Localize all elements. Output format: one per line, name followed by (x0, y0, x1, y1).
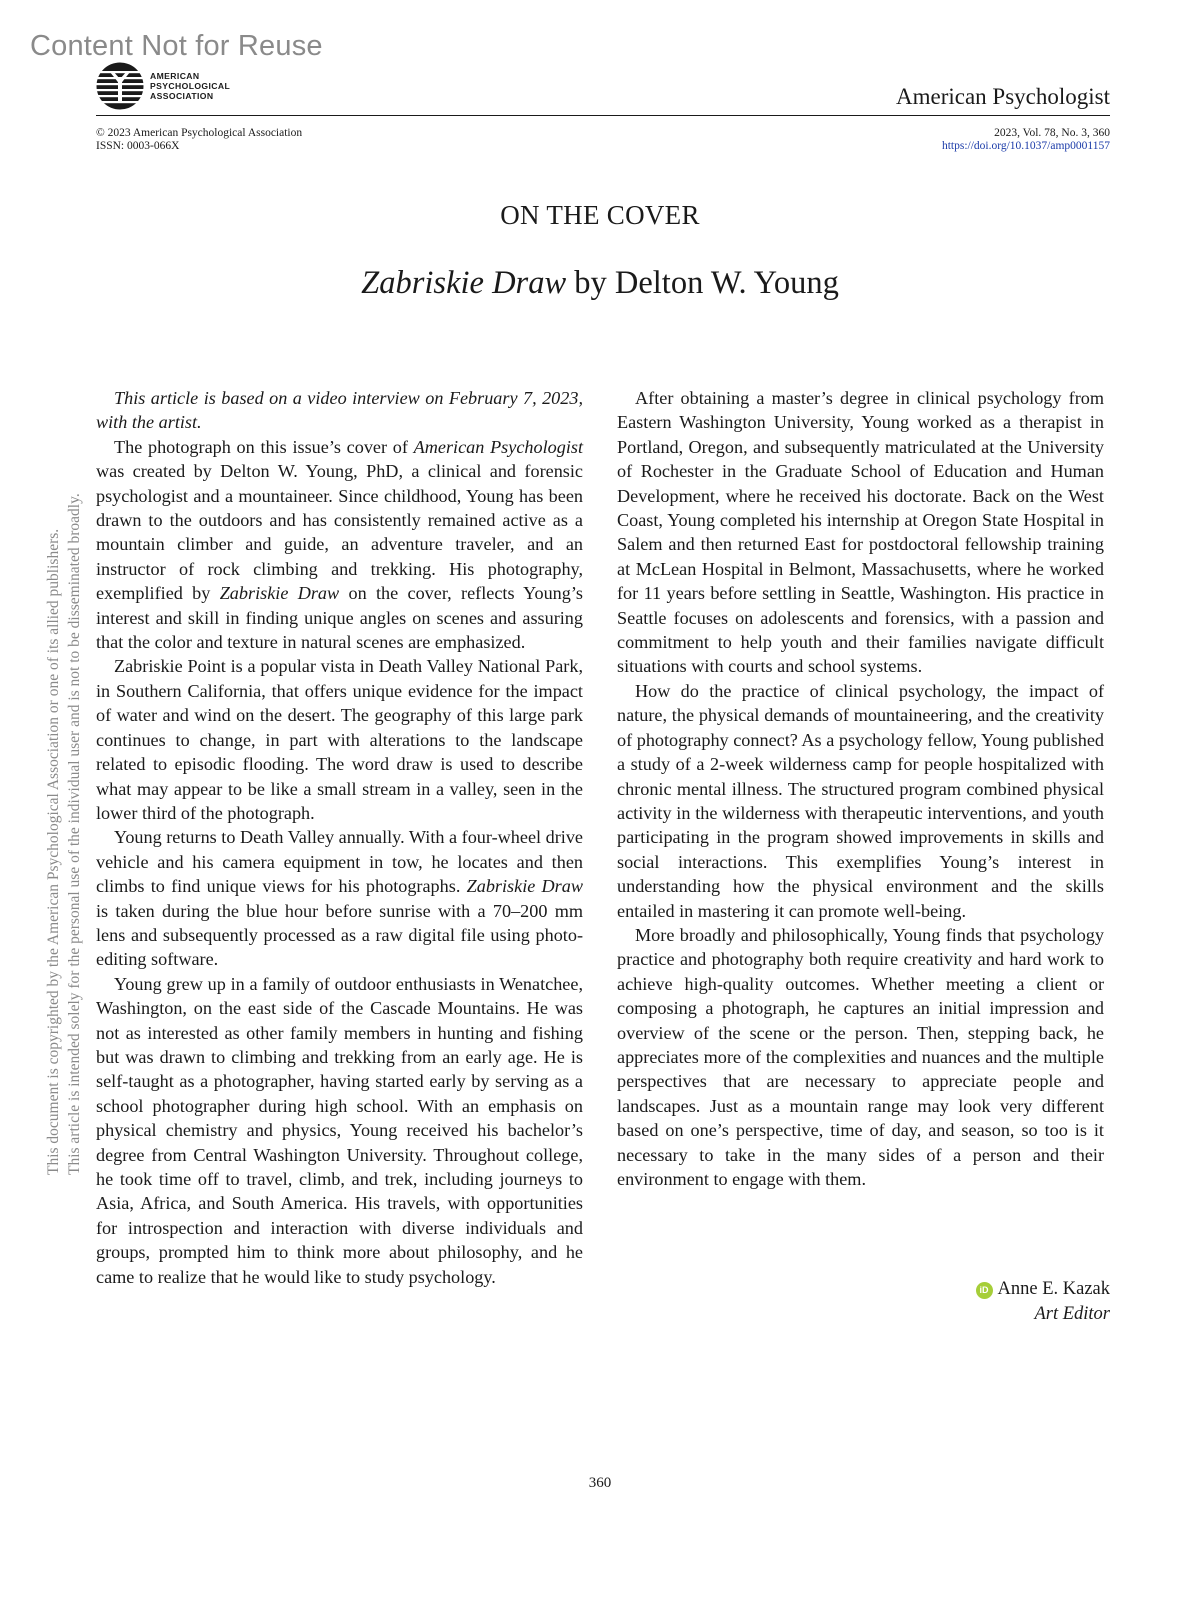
apa-logo-text (150, 71, 230, 101)
signature (976, 1277, 1111, 1326)
paragraph: After obtaining a master’s degree in clinical psychology from Eastern Washington University, Young worked as a therapist in Portland, Oregon, and subsequently matriculated at the University of Rochester in the Graduate School of Education and Human Development, where he received his doctorate. Back on the West Coast, Young completed his internship at Oregon State Hospital in Salem and then returned East for postdoctoral fellowship training at McLean Hospital in Belmont, Massachusetts, where he worked for 11 years before settling in Seattle, Washington. His practice in Seattle focuses on adolescents and forensics, with a passion and commitment to help youth and their families navigate difficult situations with courts and school systems. (617, 388, 1104, 677)
paragraph: More broadly and philosophically, Young finds that psychology practice and photography both require creativity and hard work to achieve high-quality outcomes. Whether meeting a client or composing a photograph, he captures an initial impression and overview of the scene or the person. Then, stepping back, he appreciates more of the complexities and nuances and the multiple perspectives that are necessary to appreciate people and landscapes. Just as a mountain range may look very different based on one’s perspective, time of day, and season, so too is it necessary to take in the many sides of a person and their environment to engage with them. (617, 924, 1104, 1189)
watermark: Content Not for Reuse (30, 30, 323, 62)
interview-note: This article is based on a video interview on February 7, 2023, with the artist. (96, 388, 583, 433)
artist-byline: by Delton W. Young (566, 265, 839, 301)
copyright-info (96, 127, 302, 153)
journal-name: American Psychologist (896, 84, 1110, 109)
citation-line: 2023, Vol. 78, No. 3, 360 (994, 127, 1110, 139)
paragraph: How do the practice of clinical psychology, the impact of nature, the physical demands of mountaineering, and the creativity of photography connect? As a psychology fellow, Young published a study of a 2-week wilderness camp for people hospitalized with chronic mental illness. The structured program combined physical activity in the wilderness with therapeutic interventions, and youth participating in the program showed improvements in skills and social interactions. This exemplifies Young’s interest in understanding how the physical environment and the skills entailed in mastering it can promote well-being. (617, 680, 1104, 921)
apa-logo-icon (96, 62, 144, 110)
citation-info (942, 127, 1110, 153)
apa-logo (96, 62, 230, 110)
article-title (0, 265, 1200, 302)
side-notice-line-1: This document is copyrighted by the American Psychological Association or one of its allied publishers. (45, 528, 62, 1175)
logo-line: PSYCHOLOGICAL (150, 81, 231, 91)
author-role: Art Editor (1034, 1303, 1110, 1324)
side-notice-line-2: This article is intended solely for the personal use of the individual user and is not to be disseminated broadly. (66, 493, 83, 1175)
paragraph: Zabriskie Point is a popular vista in Death Valley National Park, in Southern California, that offers unique evidence for the impact of water and wind on the desert. The geography of this large park continues to change, in part with alterations to the landscape related to episodic flooding. The word draw is used to describe what may appear to be like a small stream in a valley, seen in the lower third of the photograph. (96, 656, 583, 823)
author-name: Anne E. Kazak (997, 1279, 1110, 1299)
section-title: ON THE COVER (500, 200, 700, 230)
author-line (976, 1277, 1111, 1302)
left-column (96, 386, 583, 1289)
logo-line: ASSOCIATION (150, 91, 214, 101)
header-rule (96, 115, 1110, 116)
artwork-title: Zabriskie Draw (361, 265, 567, 301)
doi-link[interactable]: https://doi.org/10.1037/amp0001157 (941, 140, 1110, 152)
issn-line: ISSN: 0003-066X (96, 140, 180, 152)
orcid-icon[interactable]: iD (976, 1282, 993, 1299)
logo-line: AMERICAN (150, 71, 200, 81)
page-number: 360 (588, 1475, 612, 1491)
copyright-line: © 2023 American Psychological Association (96, 127, 303, 139)
paragraph: Young grew up in a family of outdoor enthusiasts in Wenatchee, Washington, on the east side of the Cascade Mountains. He was not as interested as other family members in hunting and fishing but was drawn to climbing and trekking from an early age. He is self-taught as a photographer, having started early by serving as a school photographer during high school. With an emphasis on physical chemistry and physics, Young received his bachelor’s degree from Central Washington University. Throughout college, he took time off to travel, climb, and trek, including journeys to Asia, Africa, and South America. His travels, with opportunities for introspection and interaction with diverse individuals and groups, prompted him to think more about philosophy, and he came to realize that he would like to study psychology. (96, 973, 583, 1287)
right-column (617, 386, 1104, 1191)
paragraph: The photograph on this issue’s cover of American Psychologist was created by Delton W. Young, PhD, a clinical and forensic psychologist and a mountaineer. Since childhood, Young has been drawn to the outdoors and has consistently remained active as a mountain climber and guide, an adventure traveler, and an instructor of rock climbing and trekking. His photography, exemplified by Zabriskie Draw on the cover, reflects Young’s interest and skill in finding unique angles on scenes and assuring that the color and texture in natural scenes are emphasized. (96, 436, 584, 653)
paragraph: Young returns to Death Valley annually. With a four-wheel drive vehicle and his camera equipment in tow, he locates and then climbs to find unique views for his photographs. Zabriskie Draw is taken during the blue hour before sunrise with a 70–200 mm lens and subsequently processed as a raw digital file using photo-editing software. (96, 827, 583, 970)
